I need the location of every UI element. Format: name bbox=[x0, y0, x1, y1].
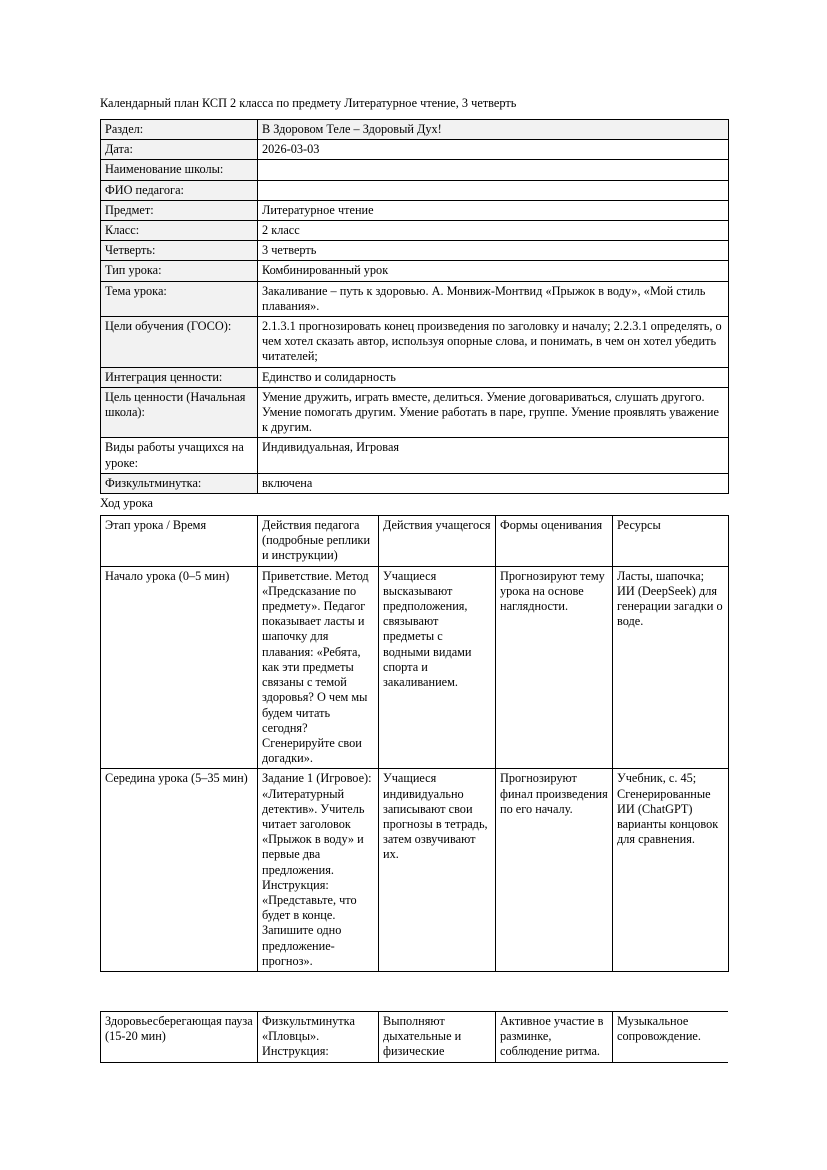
cell-teacher-actions: Задание 1 (Игровое): «Литературный детектив». Учитель читает заголовок «Прыжок в воду» и первые два предложения. Инструкция: «Представьте, что будет в конце. Запишите одно предложение-прогноз». bbox=[258, 769, 379, 972]
info-value: Индивидуальная, Игровая bbox=[258, 438, 729, 473]
table-row bbox=[101, 180, 729, 200]
page-title: Календарный план КСП 2 класса по предмету Литературное чтение, 3 четверть bbox=[100, 96, 517, 110]
info-value: Единство и солидарность bbox=[258, 367, 729, 387]
info-label: Предмет: bbox=[101, 200, 258, 220]
info-value: 3 четверть bbox=[258, 241, 729, 261]
cell-assessment: Прогнозируют тему урока на основе наглядности. bbox=[496, 566, 613, 769]
info-value: Литературное чтение bbox=[258, 200, 729, 220]
table-row bbox=[101, 473, 729, 493]
cell-stage: Здоровьесберегающая пауза (15-20 мин) bbox=[101, 1012, 258, 1063]
column-header-teacher-actions: Действия педагога (подробные реплики и инструкции) bbox=[258, 516, 379, 567]
info-value: Умение дружить, играть вместе, делиться. Умение договариваться, слушать другого. Умение помогать другим. Умение работать в паре, группе. Умение проявлять уважение к другим. bbox=[258, 387, 729, 438]
table-row bbox=[101, 200, 729, 220]
column-header-resources: Ресурсы bbox=[613, 516, 729, 567]
table-row bbox=[101, 261, 729, 281]
info-value: 2.1.3.1 прогнозировать конец произведения по заголовку и началу; 2.2.3.1 определять, о чем хотел сказать автор, используя опорные слова, и понимать, в чем он хотел убедить читателей; bbox=[258, 317, 729, 368]
cell-resources: Музыкальное сопровождение. bbox=[613, 1012, 729, 1063]
table-header-row bbox=[101, 516, 729, 567]
info-label: Физкультминутка: bbox=[101, 473, 258, 493]
table-row bbox=[101, 367, 729, 387]
cell-teacher-actions: Физкультминутка «Пловцы». Инструкция: bbox=[258, 1012, 379, 1063]
info-label: Цель ценности (Начальная школа): bbox=[101, 387, 258, 438]
cell-student-actions: Учащиеся высказывают предположения, связывают предметы с водными видами спорта и закаливанием. bbox=[379, 566, 496, 769]
info-value: включена bbox=[258, 473, 729, 493]
cell-assessment: Прогнозируют финал произведения по его началу. bbox=[496, 769, 613, 972]
info-value: Закаливание – путь к здоровью. А. Монвиж-Монтвид «Прыжок в воду», «Мой стиль плавания». bbox=[258, 281, 729, 316]
table-row bbox=[101, 241, 729, 261]
info-label: Четверть: bbox=[101, 241, 258, 261]
info-value bbox=[258, 180, 729, 200]
cell-teacher-actions: Приветствие. Метод «Предсказание по предмету». Педагог показывает ласты и шапочку для плавания: «Ребята, как эти предметы связаны с темой здоровья? О чем мы будем читать сегодня? Сгенерируйте свои догадки». bbox=[258, 566, 379, 769]
info-label: Наименование школы: bbox=[101, 160, 258, 180]
table-row bbox=[101, 769, 729, 972]
table-row bbox=[101, 566, 729, 769]
column-header-assessment: Формы оценивания bbox=[496, 516, 613, 567]
info-label: Тип урока: bbox=[101, 261, 258, 281]
info-label: Цели обучения (ГОСО): bbox=[101, 317, 258, 368]
lesson-flow-table-clipped-row bbox=[100, 1011, 728, 1069]
table-row bbox=[101, 387, 729, 438]
table-row bbox=[101, 120, 729, 140]
info-value bbox=[258, 160, 729, 180]
cell-resources: Учебник, с. 45; Сгенерированные ИИ (ChatGPT) варианты концовок для сравнения. bbox=[613, 769, 729, 972]
info-value: 2 класс bbox=[258, 221, 729, 241]
info-label: Класс: bbox=[101, 221, 258, 241]
lesson-info-table bbox=[100, 119, 729, 494]
table-row bbox=[101, 438, 729, 473]
cell-stage: Начало урока (0–5 мин) bbox=[101, 566, 258, 769]
info-value: 2026-03-03 bbox=[258, 140, 729, 160]
info-label: ФИО педагога: bbox=[101, 180, 258, 200]
table-row bbox=[101, 1012, 729, 1063]
table-row bbox=[101, 160, 729, 180]
info-value: В Здоровом Теле – Здоровый Дух! bbox=[258, 120, 729, 140]
column-header-student-actions: Действия учащегося bbox=[379, 516, 496, 567]
cell-stage: Середина урока (5–35 мин) bbox=[101, 769, 258, 972]
lesson-flow-table bbox=[100, 515, 729, 972]
cell-student-actions: Выполняют дыхательные и физические bbox=[379, 1012, 496, 1063]
lesson-flow-table-continued bbox=[100, 1011, 728, 1063]
info-label: Тема урока: bbox=[101, 281, 258, 316]
table-row bbox=[101, 281, 729, 316]
info-value: Комбинированный урок bbox=[258, 261, 729, 281]
table-row bbox=[101, 140, 729, 160]
table-row bbox=[101, 221, 729, 241]
cell-student-actions: Учащиеся индивидуально записывают свои прогнозы в тетрадь, затем озвучивают их. bbox=[379, 769, 496, 972]
column-header-stage: Этап урока / Время bbox=[101, 516, 258, 567]
lesson-flow-heading: Ход урока bbox=[100, 496, 153, 511]
info-label: Раздел: bbox=[101, 120, 258, 140]
info-label: Виды работы учащихся на уроке: bbox=[101, 438, 258, 473]
document-content bbox=[100, 96, 728, 972]
table-row bbox=[101, 317, 729, 368]
info-label: Интеграция ценности: bbox=[101, 367, 258, 387]
cell-assessment: Активное участие в разминке, соблюдение ритма. bbox=[496, 1012, 613, 1063]
info-label: Дата: bbox=[101, 140, 258, 160]
cell-resources: Ласты, шапочка; ИИ (DeepSeek) для генерации загадки о воде. bbox=[613, 566, 729, 769]
